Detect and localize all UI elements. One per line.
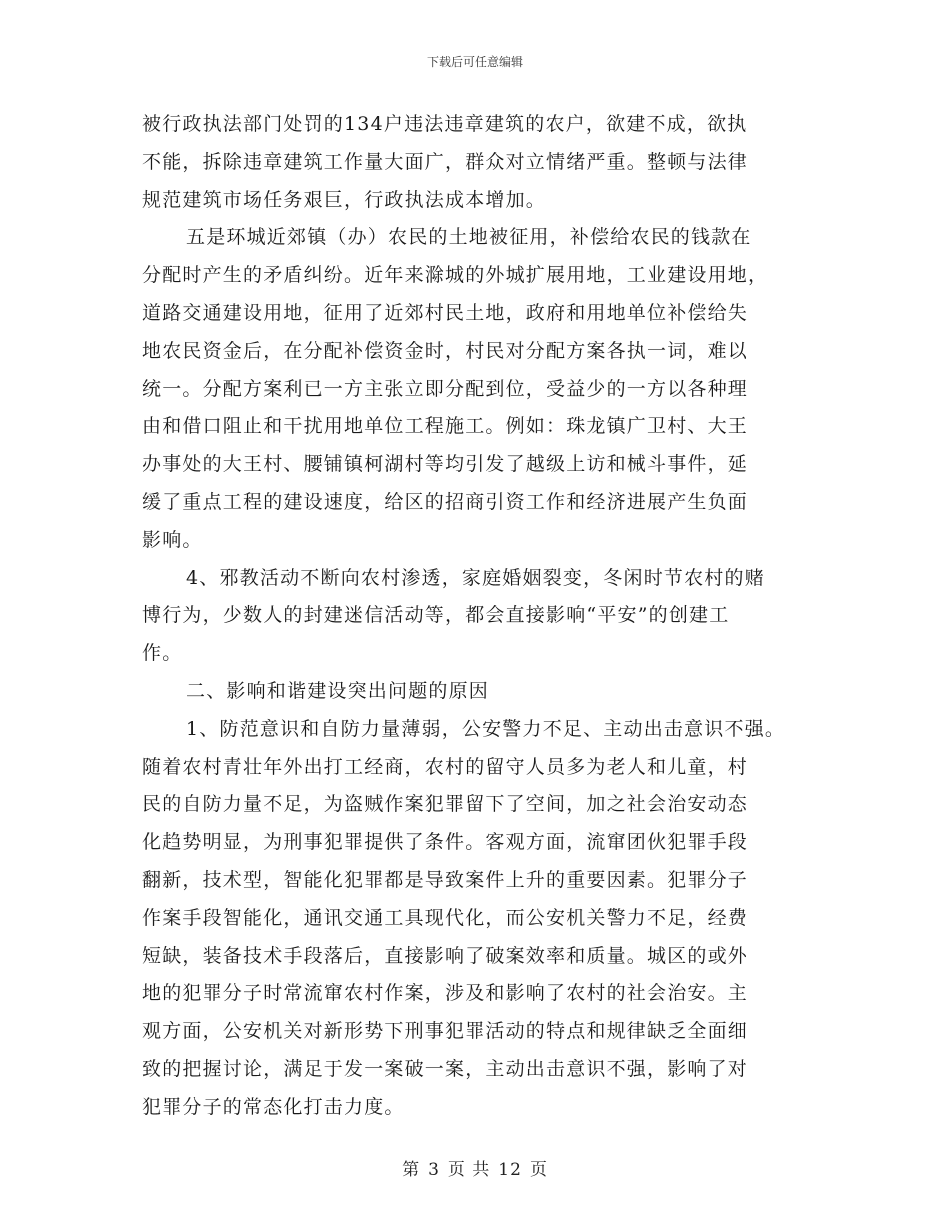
section-heading: 二、影响和谐建设突出问题的原因 <box>186 679 490 702</box>
text-line: 被行政执法部门处罚的134户违法违章建筑的农户，欲建不成，欲执 <box>142 113 748 135</box>
text-line: 统一。分配方案利已一方主张立即分配到位，受益少的一方以各种理 <box>142 377 749 400</box>
text-line: 缓了重点工程的建设速度，给区的招商引资工作和经济进展产生负面 <box>142 490 749 513</box>
text-line: 1、防范意识和自防力量薄弱，公安警力不足、主动出击意识不强。 <box>186 717 786 740</box>
text-line: 分配时产生的矛盾纠纷。近年来滁城的外城扩展用地，工业建设用地， <box>142 264 769 287</box>
page-number-current: 3 <box>428 1160 440 1180</box>
text-line: 道路交通建设用地，征用了近郊村民土地，政府和用地单位补偿给失 <box>142 301 749 324</box>
document-body <box>142 106 812 1127</box>
text-line: 4、邪教活动不断向农村渗透，家庭婚姻裂变，冬闲时节农村的赌 <box>186 566 765 589</box>
page-label-prefix: 第 <box>402 1160 421 1180</box>
text-line: 短缺，装备技术手段落后，直接影响了破案效率和质量。城区的或外 <box>142 944 749 967</box>
text-line: 博行为，少数人的封建迷信活动等，都会直接影响“平安”的创建工 <box>142 604 730 627</box>
text-line: 办事处的大王村、腰铺镇柯湖村等均引发了越级上访和械斗事件，延 <box>142 453 749 476</box>
text-line: 地的犯罪分子时常流窜农村作案，涉及和影响了农村的社会治安。主 <box>142 982 749 1005</box>
text-line: 观方面，公安机关对新形势下刑事犯罪活动的特点和规律缺乏全面细 <box>142 1020 749 1043</box>
page-number-total: 12 <box>498 1160 522 1180</box>
text-line: 地农民资金后，在分配补偿资金时，村民对分配方案各执一词，难以 <box>142 339 749 362</box>
page-label-suffix: 页 <box>529 1160 548 1180</box>
text-line: 民的自防力量不足，为盗贼作案犯罪留下了空间，加之社会治安动态 <box>142 793 749 816</box>
text-line: 影响。 <box>142 528 203 551</box>
text-line: 规范建筑市场任务艰巨，行政执法成本增加。 <box>142 188 547 211</box>
text-line: 作。 <box>142 642 183 665</box>
text-line: 犯罪分子的常态化打击力度。 <box>142 1095 405 1118</box>
text-line: 致的把握讨论，满足于发一案破一案，主动出击意识不强，影响了对 <box>142 1057 749 1080</box>
page-header-note: 下载后可任意编辑 <box>426 55 523 69</box>
page-footer <box>0 1155 950 1180</box>
text-line: 由和借口阻止和干扰用地单位工程施工。例如：珠龙镇广卫村、大王 <box>142 415 749 438</box>
text-line: 不能，拆除违章建筑工作量大面广，群众对立情绪严重。整顿与法律 <box>142 150 749 173</box>
text-line: 五是环城近郊镇（办）农民的土地被征用，补偿给农民的钱款在 <box>186 226 752 249</box>
text-line: 化趋势明显，为刑事犯罪提供了条件。客观方面，流窜团伙犯罪手段 <box>142 831 749 854</box>
page-label-mid: 页 共 <box>447 1160 491 1180</box>
text-line: 作案手段智能化，通讯交通工具现代化，而公安机关警力不足，经费 <box>142 906 749 929</box>
text-line: 翻新，技术型，智能化犯罪都是导致案件上升的重要因素。犯罪分子 <box>142 868 749 891</box>
text-line: 随着农村青壮年外出打工经商，农村的留守人员多为老人和儿童，村 <box>142 755 749 778</box>
